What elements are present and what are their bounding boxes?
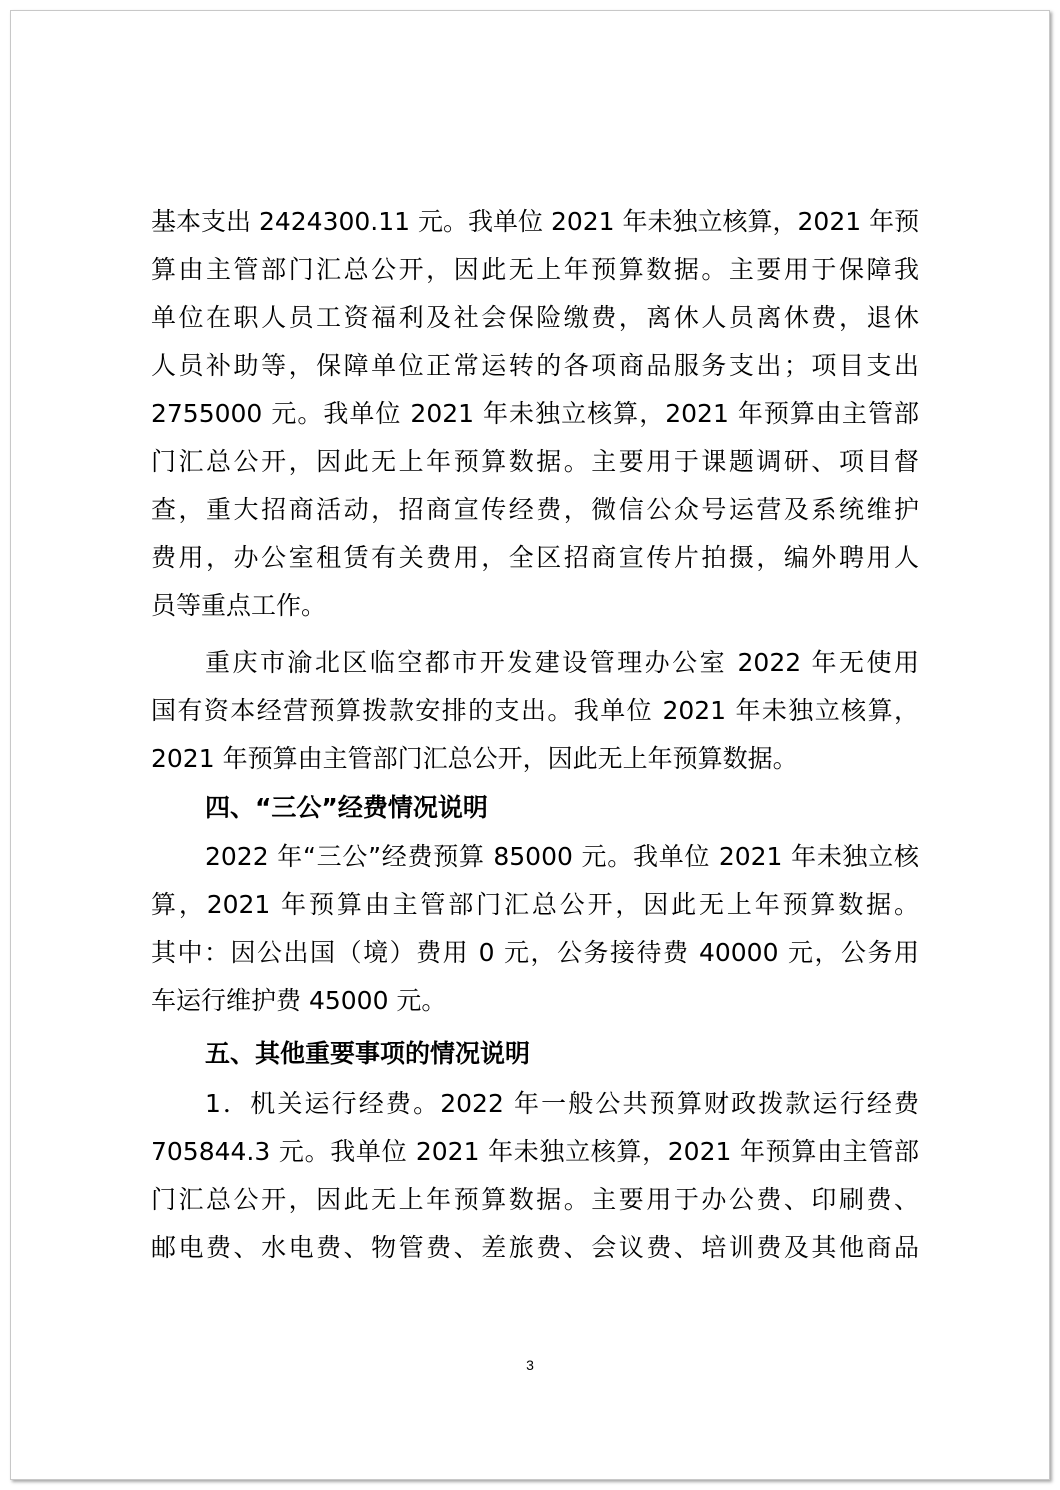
text-line: 2021 年预算由主管部门汇总公开，因此无上年预算数据。: [151, 744, 798, 773]
text-line: 国有资本经营预算拨款安排的支出。我单位 2021 年未独立核算，: [151, 696, 919, 725]
text-line: 邮电费、水电费、物管费、差旅费、会议费、培训费及其他商品: [151, 1233, 919, 1262]
text-line: 员等重点工作。: [151, 591, 327, 620]
text-line: 车运行维护费 45000 元。: [151, 986, 447, 1015]
text-line: 1．机关运行经费。2022 年一般公共预算财政拨款运行经费: [205, 1089, 919, 1118]
page-number: 3: [526, 1357, 534, 1373]
text-line: 2022 年“三公”经费预算 85000 元。我单位 2021 年未独立核: [205, 842, 919, 871]
text-line: 门汇总公开，因此无上年预算数据。主要用于办公费、印刷费、: [151, 1185, 919, 1214]
text-line: 其中：因公出国（境）费用 0 元，公务接待费 40000 元，公务用: [151, 938, 919, 967]
text-line: 费用，办公室租赁有关费用，全区招商宣传片拍摄，编外聘用人: [151, 543, 919, 572]
text-line: 查，重大招商活动，招商宣传经费，微信公众号运营及系统维护: [151, 495, 919, 524]
text-line: 705844.3 元。我单位 2021 年未独立核算，2021 年预算由主管部: [151, 1137, 919, 1166]
text-line: 基本支出 2424300.11 元。我单位 2021 年未独立核算，2021 年预: [151, 207, 919, 236]
section-heading: 五、其他重要事项的情况说明: [205, 1039, 531, 1068]
text-line: 算，2021 年预算由主管部门汇总公开，因此无上年预算数据。: [151, 890, 919, 919]
text-line: 门汇总公开，因此无上年预算数据。主要用于课题调研、项目督: [151, 447, 919, 476]
text-line: 单位在职人员工资福利及社会保险缴费，离休人员离休费，退休: [151, 303, 919, 332]
section-heading: 四、“三公”经费情况说明: [205, 793, 488, 822]
text-line: 算由主管部门汇总公开，因此无上年预算数据。主要用于保障我: [151, 255, 919, 284]
text-line: 2755000 元。我单位 2021 年未独立核算，2021 年预算由主管部: [151, 399, 919, 428]
text-line: 重庆市渝北区临空都市开发建设管理办公室 2022 年无使用: [205, 648, 919, 677]
text-line: 人员补助等，保障单位正常运转的各项商品服务支出；项目支出: [151, 351, 919, 380]
